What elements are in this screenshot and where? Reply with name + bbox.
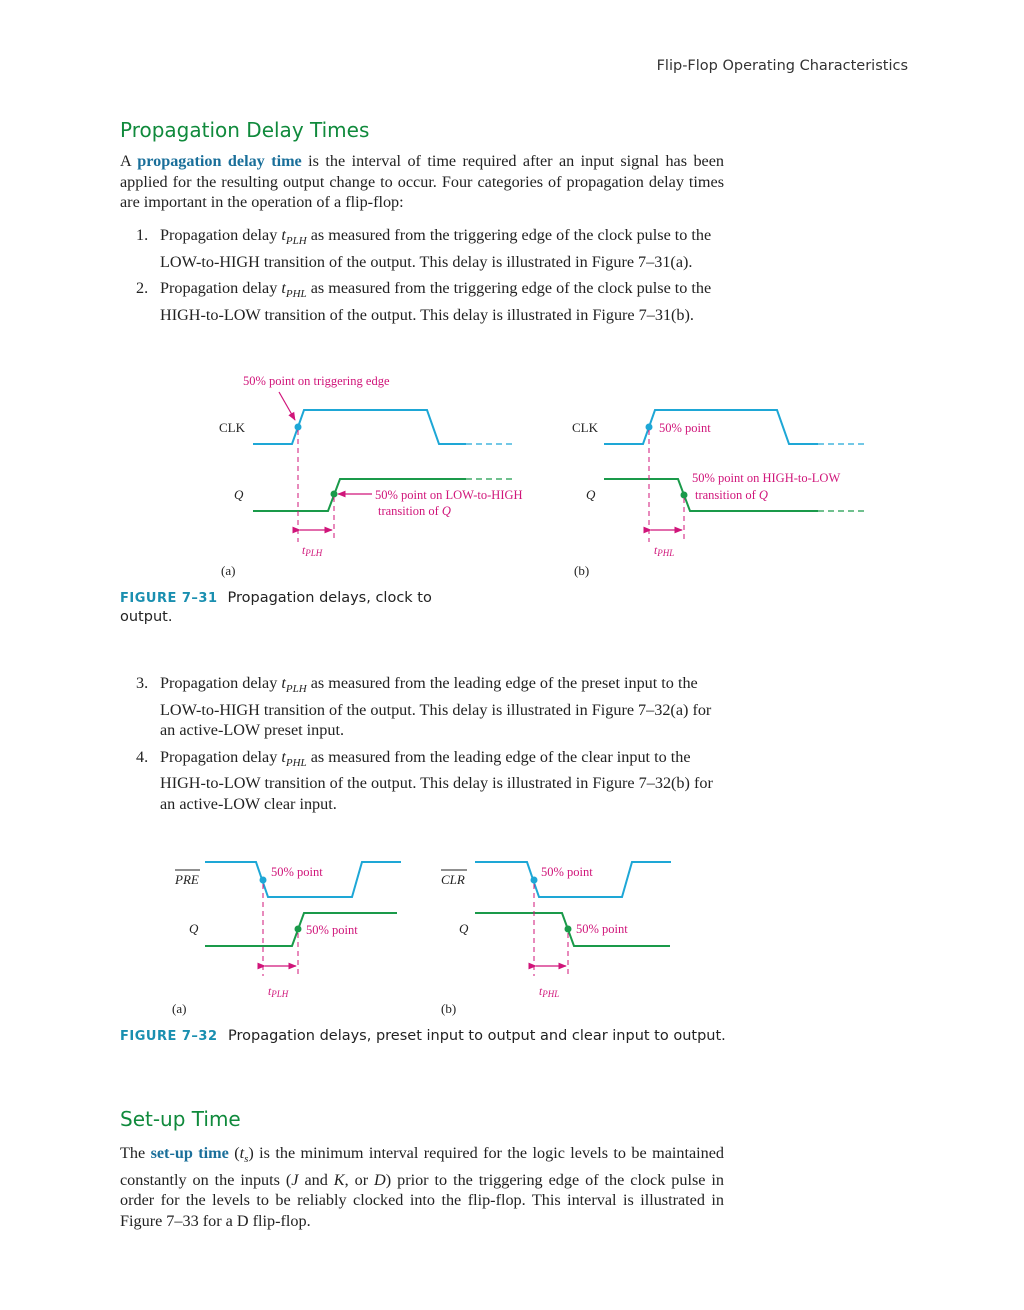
- item-text: Propagation delay: [160, 226, 282, 244]
- setup-text: , or: [344, 1170, 375, 1189]
- clk-label: CLK: [572, 420, 598, 435]
- q-note-line2: transition of Q: [695, 488, 768, 502]
- trigger-note: 50% point on triggering edge: [243, 374, 390, 388]
- tphl-label: tPHL: [539, 986, 560, 999]
- caption-text: Propagation delays, clock to output.: [120, 590, 432, 625]
- pre-note: 50% point: [271, 865, 323, 879]
- item-number: 3.: [136, 674, 149, 692]
- pre-50-point: [260, 877, 267, 884]
- figure-label: FIGURE 7–32: [120, 1029, 218, 1044]
- q-50-point: [565, 926, 572, 933]
- subfigure-tag: (b): [441, 1001, 457, 1016]
- section-heading-setup: Set-up Time: [120, 1107, 241, 1131]
- q-note-line1: 50% point on HIGH-to-LOW: [692, 471, 841, 485]
- q-note-line1: 50% point on LOW-to-HIGH: [375, 488, 523, 502]
- clr-50-point: [531, 877, 538, 884]
- item-text: as measured from the leading edge of the clear input to the HIGH-to-LOW transition of the output. This delay is illustrated in Figure 7–32(b) for an active-LOW clear input.: [160, 747, 713, 813]
- q-waveform: [475, 913, 670, 946]
- figure-label: FIGURE 7–31: [120, 591, 218, 606]
- clk-label: CLK: [219, 420, 245, 435]
- figure-7-32a: [172, 862, 401, 1016]
- q-label: Q: [586, 487, 596, 502]
- setup-text: The: [120, 1144, 151, 1162]
- caption-text: Propagation delays, preset input to output and clear input to output.: [228, 1028, 726, 1044]
- q-label: Q: [459, 921, 469, 936]
- tplh-label: tPLH: [268, 986, 289, 999]
- setup-symbol-j: J: [291, 1170, 299, 1189]
- q-label: Q: [234, 487, 244, 502]
- setup-subscript: s: [244, 1153, 249, 1166]
- intro-text-start: A: [120, 152, 138, 170]
- q-note: 50% point: [306, 923, 358, 937]
- item-subscript: PLH: [285, 683, 307, 696]
- section-heading-propagation: Propagation Delay Times: [120, 118, 370, 142]
- clr-label: CLR: [441, 872, 465, 887]
- subfigure-tag: (b): [574, 563, 590, 578]
- item-symbol: t: [281, 279, 286, 298]
- item-subscript: PHL: [285, 288, 307, 301]
- q-note-line2: transition of Q: [378, 504, 451, 518]
- setup-symbol-k: K: [333, 1170, 345, 1189]
- setup-text: ) is the minimum interval required for the logic levels to be maintained constantly on the inputs (: [120, 1144, 725, 1189]
- setup-text: ) prior to the triggering edge of the clock pulse in order for the levels to be reliably clocked into the flip-flop. This interval is illustrated in Figure 7–33 for a D flip-flop.: [120, 1170, 725, 1230]
- setup-symbol: t: [239, 1144, 245, 1162]
- clk-note: 50% point: [659, 421, 711, 435]
- item-subscript: PLH: [285, 235, 307, 248]
- running-head: Flip-Flop Operating Characteristics: [656, 58, 908, 74]
- q-50-point: [295, 926, 302, 933]
- item-text: Propagation delay: [160, 674, 282, 692]
- item-text: Propagation delay: [160, 747, 282, 766]
- figure-7-32b: [441, 862, 671, 1016]
- figure-7-32-caption: [120, 1027, 788, 1046]
- clr-note: 50% point: [541, 865, 593, 879]
- item-text: as measured from the triggering edge of the clock pulse to the HIGH-to-LOW transition of the output. This delay is illustrated in Figure 7–31(b).: [160, 279, 712, 324]
- tplh-label: tPLH: [302, 545, 323, 558]
- subfigure-tag: (a): [172, 1001, 187, 1016]
- item-symbol: t: [281, 226, 286, 244]
- pre-label: PRE: [175, 872, 199, 887]
- intro-text-end: is the interval of time required after an input signal has been applied for the resulting output change to occur. Four categories of propagation delay times are important in the operation of a flip-flop:: [120, 152, 725, 211]
- item-symbol: t: [281, 747, 286, 766]
- term-propagation-delay: propagation delay time: [137, 152, 302, 170]
- item-text: Propagation delay: [160, 279, 282, 298]
- setup-text: and: [298, 1170, 334, 1189]
- item-symbol: t: [281, 674, 286, 692]
- item-subscript: PHL: [285, 756, 307, 769]
- item-text: as measured from the leading edge of the preset input to the LOW-to-HIGH transition of the output. This delay is illustrated in Figure 7–32(a) for an active-LOW preset input.: [160, 674, 712, 740]
- setup-paragraph: [120, 1143, 724, 1231]
- q-label: Q: [189, 921, 199, 936]
- item-text: as measured from the triggering edge of the clock pulse to the LOW-to-HIGH transition of the output. This delay is illustrated in Figure 7–31(a).: [160, 226, 712, 271]
- item-number: 4.: [136, 747, 149, 766]
- item-number: 1.: [136, 226, 149, 244]
- item-number: 2.: [136, 279, 149, 298]
- term-setup-time: set-up time: [150, 1144, 229, 1162]
- subfigure-tag: (a): [221, 563, 236, 578]
- q-note: 50% point: [576, 922, 628, 936]
- setup-symbol-d: D: [374, 1170, 386, 1189]
- setup-text: (: [228, 1144, 240, 1162]
- tphl-label: tPHL: [654, 545, 675, 558]
